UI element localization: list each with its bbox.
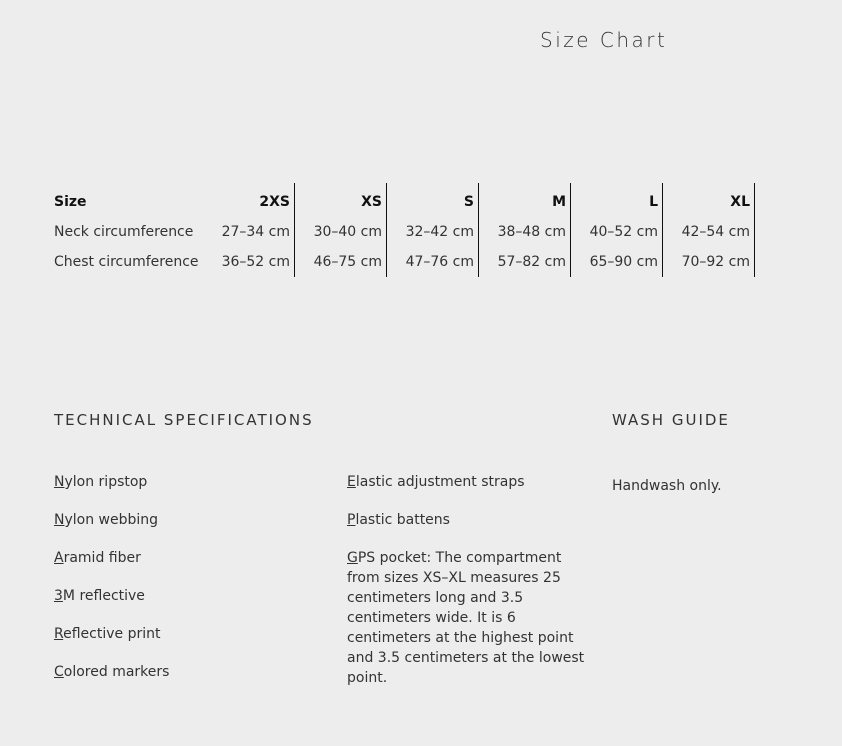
spec-text: lastic battens bbox=[355, 512, 450, 528]
list-item bbox=[347, 510, 587, 530]
spec-initial: R bbox=[54, 626, 64, 642]
table-cell: 36–52 cm bbox=[214, 247, 295, 277]
table-cell: 27–34 cm bbox=[214, 217, 295, 247]
spec-initial: N bbox=[54, 512, 65, 528]
spec-initial: E bbox=[347, 474, 356, 490]
spec-text: eflective print bbox=[63, 626, 161, 642]
page-title: Size Chart bbox=[540, 28, 668, 52]
list-item bbox=[54, 548, 314, 568]
table-cell: 70–92 cm bbox=[663, 247, 755, 277]
size-header-m: M bbox=[479, 183, 571, 217]
table-cell: 38–48 cm bbox=[479, 217, 571, 247]
spec-text: lastic adjustment straps bbox=[355, 474, 525, 490]
spec-text: olored markers bbox=[63, 664, 170, 680]
spec-initial: A bbox=[54, 550, 64, 566]
row-label: Neck circumference bbox=[54, 224, 194, 240]
list-item bbox=[54, 586, 314, 606]
spec-list-components bbox=[347, 472, 587, 706]
row-label: Chest circumference bbox=[54, 254, 199, 270]
table-cell: 46–75 cm bbox=[295, 247, 387, 277]
size-header-row bbox=[54, 183, 755, 217]
spec-initial: C bbox=[54, 664, 64, 680]
spec-initial: 3 bbox=[54, 588, 63, 604]
table-cell: 65–90 cm bbox=[571, 247, 663, 277]
size-chart-table bbox=[54, 183, 755, 277]
technical-specs-heading: TECHNICAL SPECIFICATIONS bbox=[54, 411, 314, 429]
size-header-xs: XS bbox=[295, 183, 387, 217]
table-cell: 57–82 cm bbox=[479, 247, 571, 277]
spec-initial: P bbox=[347, 512, 356, 528]
spec-text: ylon webbing bbox=[64, 512, 159, 528]
size-header-label: Size bbox=[54, 194, 87, 210]
list-item bbox=[347, 472, 587, 492]
spec-list-materials bbox=[54, 472, 314, 700]
size-header-l: L bbox=[571, 183, 663, 217]
spec-text: M reflective bbox=[62, 588, 145, 604]
spec-text: ramid fiber bbox=[63, 550, 141, 566]
table-cell: 47–76 cm bbox=[387, 247, 479, 277]
table-cell: 30–40 cm bbox=[295, 217, 387, 247]
spec-text: ylon ripstop bbox=[64, 474, 148, 490]
size-header-2xs: 2XS bbox=[214, 183, 295, 217]
wash-guide-heading: WASH GUIDE bbox=[612, 411, 730, 429]
table-cell: 32–42 cm bbox=[387, 217, 479, 247]
table-cell: 40–52 cm bbox=[571, 217, 663, 247]
table-row-neck bbox=[54, 217, 755, 247]
list-item bbox=[54, 510, 314, 530]
spec-text: PS pocket: The compartment from sizes XS–XL measures 25 centimeters long and 3.5 centimeters wide. It is 6 centimeters at the highest point and 3.5 centimeters at the lowest point. bbox=[347, 550, 585, 686]
size-header-xl: XL bbox=[663, 183, 755, 217]
spec-initial: G bbox=[347, 550, 358, 566]
list-item bbox=[347, 548, 587, 688]
size-header-s: S bbox=[387, 183, 479, 217]
wash-guide-text: Handwash only. bbox=[612, 478, 722, 494]
spec-initial: N bbox=[54, 474, 65, 490]
table-cell: 42–54 cm bbox=[663, 217, 755, 247]
table-row-chest bbox=[54, 247, 755, 277]
list-item bbox=[54, 472, 314, 492]
list-item bbox=[54, 662, 314, 682]
list-item bbox=[54, 624, 314, 644]
